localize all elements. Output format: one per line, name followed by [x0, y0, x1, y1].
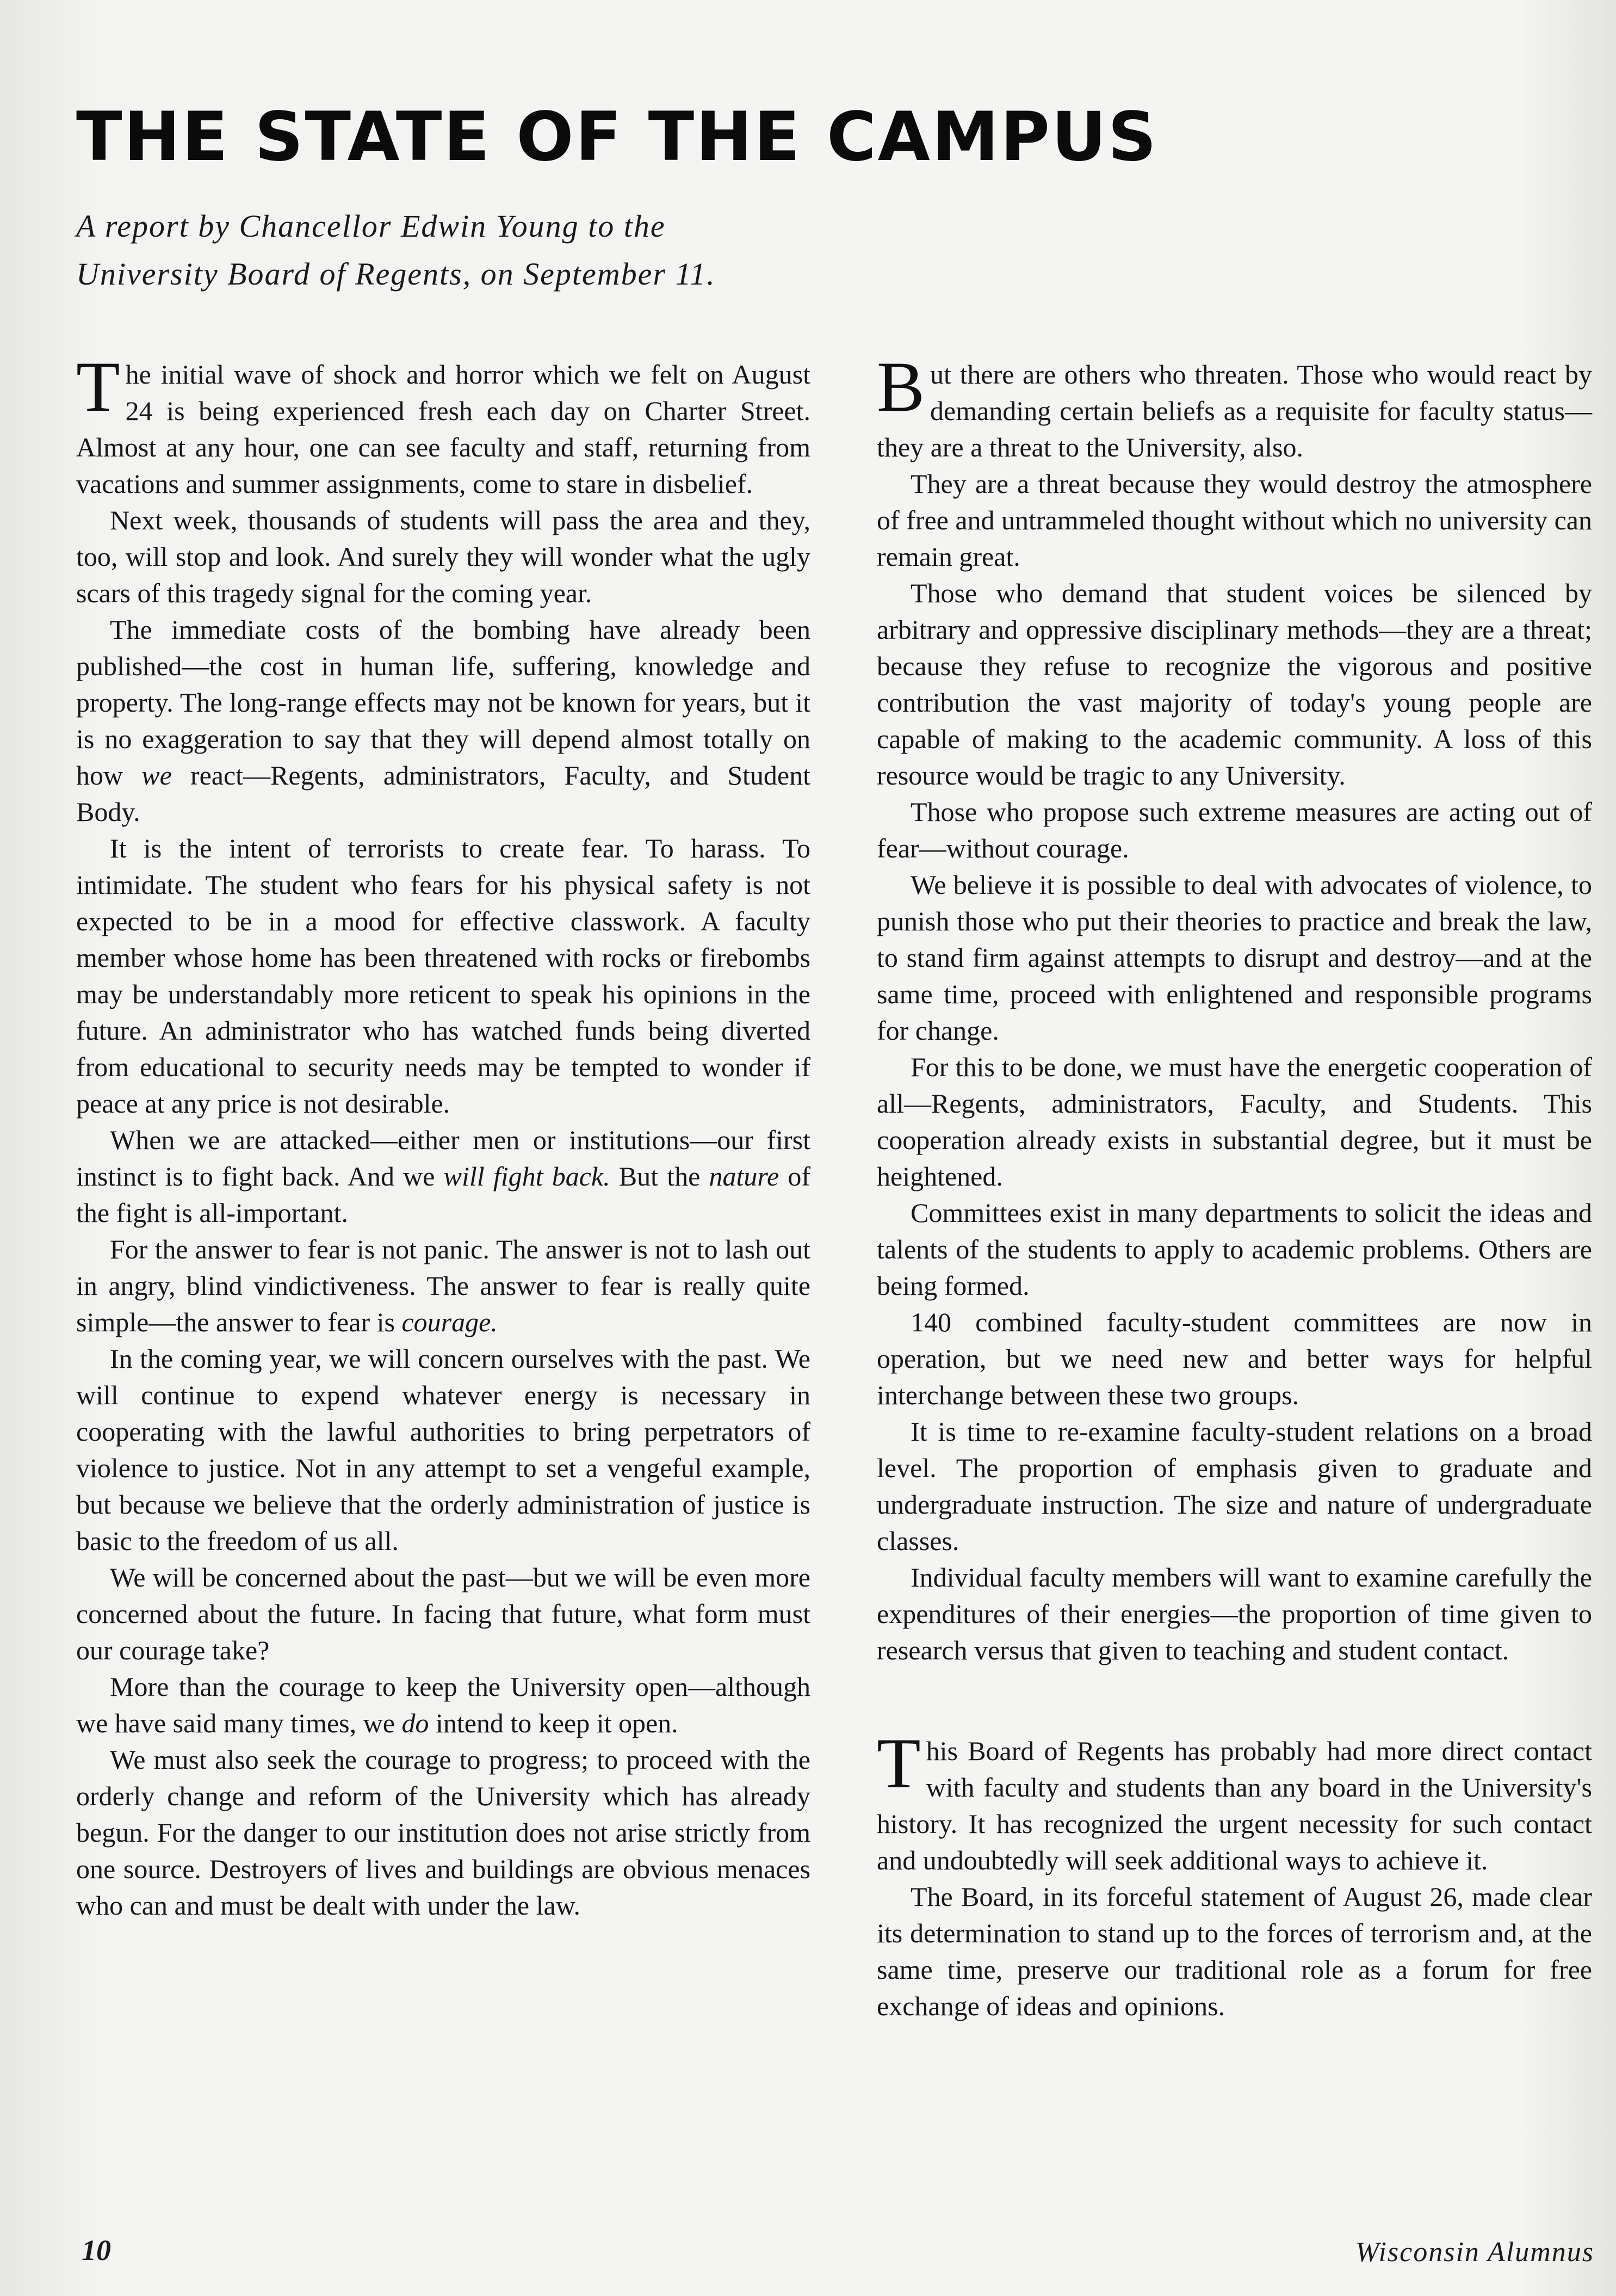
- paragraph: When we are attacked—either men or institutions—our first instinct is to fight back. And we will fight back. But the nature of the fight is all-important.: [76, 1125, 810, 1228]
- paragraph: The Board, in its forceful statement of August 26, made clear its determination to stand up to the forces of terrorism and, at the same time, preserve our traditional role as a forum for free exchange of ideas and opinions.: [877, 1881, 1592, 2021]
- paragraph: But there are others who threaten. Those who would react by demanding certain beliefs as a requisite for faculty status—they are a threat to the University, also.: [877, 347, 1592, 462]
- paragraph: More than the courage to keep the University open—although we have said many times, we do intend to keep it open.: [76, 1671, 810, 1738]
- right-column: [877, 347, 1592, 2025]
- paragraph: For this to be done, we must have the energetic cooperation of all—Regents, administrators, Faculty, and Students. This cooperation already exists in substantial degree, but it must be heightened.: [877, 1052, 1592, 1192]
- paragraph: Individual faculty members will want to examine carefully the expenditures of their energies—the proportion of time given to research versus that given to teaching and student contact.: [877, 1562, 1592, 1665]
- paragraph: We must also seek the courage to progress; to proceed with the orderly change and reform of the University which has already begun. For the danger to our institution does not arise strictly from one source. Destroyers of lives and buildings are obvious menaces who can and must be dealt with under the law.: [76, 1744, 810, 1921]
- paragraph: Those who propose such extreme measures are acting out of fear—without courage.: [877, 797, 1592, 863]
- paragraph: They are a threat because they would destroy the atmosphere of free and untrammeled thought without which no university can remain great.: [877, 468, 1592, 572]
- paragraph: Those who demand that student voices be silenced by arbitrary and oppressive disciplinary methods—they are a threat; because they refuse to recognize the vigorous and positive contribution the vast majority of today's young people are capable of making to the academic community. A loss of this resource would be tragic to any University.: [877, 578, 1592, 791]
- paragraph: 140 combined faculty-student committees are now in operation, but we need new and better ways for helpful interchange between these two groups.: [877, 1307, 1592, 1410]
- drop-cap: T: [76, 347, 120, 427]
- drop-cap: B: [877, 347, 925, 427]
- paragraph: It is time to re-examine faculty-student relations on a broad level. The proportion of emphasis given to graduate and undergraduate instruction. The size and nature of undergraduate classes.: [877, 1416, 1592, 1556]
- section-break: [877, 1669, 1592, 1733]
- left-column: [76, 347, 811, 1924]
- paragraph: It is the intent of terrorists to create fear. To harass. To intimidate. The student who fears for his physical safety is not expected to be in a mood for effective classwork. A faculty member whose home has been threatened with rocks or firebombs may be understandably more reticent to speak his opinions in the future. An administrator who has watched funds being diverted from educational to security needs may be tempted to wonder if peace at any price is not desirable.: [76, 833, 810, 1119]
- paragraph: The initial wave of shock and horror which we felt on August 24 is being experienced fresh each day on Charter Street. Almost at any hour, one can see faculty and staff, returning from vacations and summer assignments, come to stare in disbelief.: [76, 347, 810, 499]
- paragraph: Next week, thousands of students will pass the area and they, too, will stop and look. And surely they will wonder what the ugly scars of this tragedy signal for the coming year.: [76, 505, 810, 608]
- page-number: 10: [82, 2234, 111, 2267]
- paragraph: Committees exist in many departments to solicit the ideas and talents of the students to apply to academic problems. Others are being formed.: [877, 1198, 1592, 1301]
- publication-name: Wisconsin Alumnus: [1355, 2237, 1594, 2268]
- paragraph: We will be concerned about the past—but we will be even more concerned about the future. In facing that future, what form must our courage take?: [76, 1562, 810, 1665]
- paragraph: The immediate costs of the bombing have already been published—the cost in human life, suffering, knowledge and property. The long-range effects may not be known for years, but it is no exaggeration to say that they will depend almost totally on how we react—Regents, administrators, Faculty, and Student Body.: [76, 614, 811, 827]
- paragraph: In the coming year, we will concern ourselves with the past. We will continue to expend whatever energy is necessary in cooperating with the lawful authorities to bring perpetrators of violence to justice. Not in any attempt to set a vengeful example, but because we believe that the orderly administration of justice is basic to the freedom of us all.: [76, 1343, 810, 1556]
- drop-cap: T: [877, 1723, 921, 1803]
- page-title: THE STATE OF THE CAMPUS: [76, 98, 1159, 176]
- paragraph: For the answer to fear is not panic. The answer is not to lash out in angry, blind vindictiveness. The answer to fear is really quite simple—the answer to fear is courage.: [76, 1234, 810, 1337]
- article-subtitle: A report by Chancellor Edwin Young to the University Board of Regents, on September 11.: [76, 208, 716, 292]
- paragraph: This Board of Regents has probably had more direct contact with faculty and students than any board in the University's history. It has recognized the urgent necessity for such contact and undoubtedly will seek additional ways to achieve it.: [877, 1723, 1592, 1875]
- paragraph: We believe it is possible to deal with advocates of violence, to punish those who put their theories to practice and break the law, to stand firm against attempts to disrupt and destroy—and at the same time, proceed with enlightened and responsible programs for change.: [877, 869, 1592, 1046]
